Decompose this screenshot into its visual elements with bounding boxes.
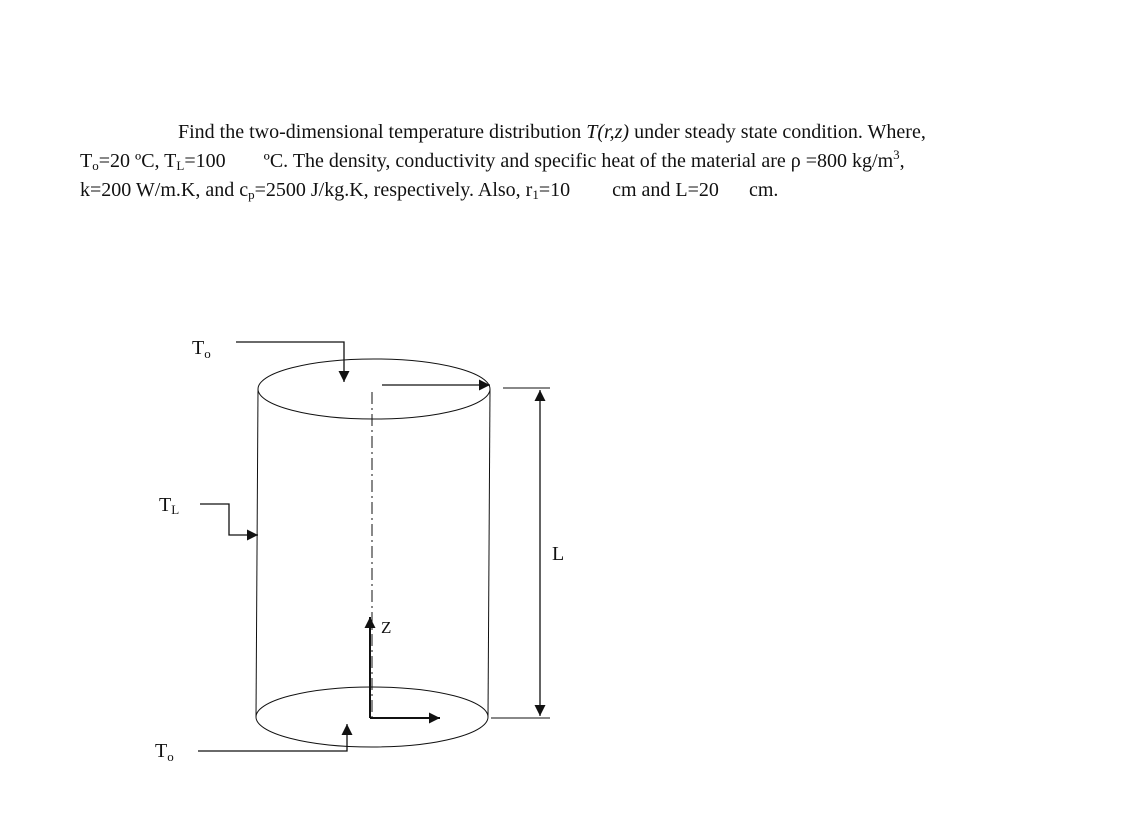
subscript: o <box>92 158 99 173</box>
cylinder-left-edge <box>256 389 258 717</box>
text-segment: T <box>80 150 93 172</box>
subscript: L <box>176 158 185 173</box>
side-bc-subscript: L <box>171 502 180 517</box>
text-segment: =2500 J/kg.K, respectively. Also, r <box>254 179 533 201</box>
text-segment: =20 ºC, T <box>98 150 177 172</box>
side-bc-label <box>159 494 179 517</box>
top-bc-subscript: o <box>204 346 211 361</box>
text-segment: cm. <box>748 179 779 201</box>
bottom-bc-subscript: o <box>167 749 174 764</box>
text-segment: Find the two-dimensional temperature distribution <box>178 121 587 143</box>
top-face-ellipse <box>258 359 490 419</box>
z-axis-label: Z <box>381 618 392 637</box>
superscript: 3 <box>893 147 900 162</box>
bottom-bc-label <box>155 740 174 764</box>
text-segment: ºC. The density, conductivity and specific heat of the material are ρ =800 kg/m <box>263 150 894 172</box>
function-name: T(r,z) <box>586 121 630 143</box>
subscript: 1 <box>532 187 539 202</box>
text-segment: k=200 W/m.K, and c <box>80 179 249 201</box>
bottom-bc-arrow <box>198 724 347 751</box>
length-dimension <box>491 388 550 718</box>
top-bc-arrow <box>236 342 344 382</box>
cylinder <box>256 359 490 747</box>
text-segment: cm and L=20 <box>612 179 719 201</box>
text-segment: under steady state condition. Where, <box>629 121 926 143</box>
top-bc-symbol: T <box>192 337 205 359</box>
side-bc-symbol: T <box>159 494 172 516</box>
cylinder-right-edge <box>488 389 490 717</box>
text-segment: , <box>899 150 905 172</box>
side-bc-arrow <box>200 504 258 535</box>
text-segment: =10 <box>538 179 571 201</box>
length-label: L <box>552 543 565 565</box>
subscript: p <box>248 187 255 202</box>
text-segment: =100 <box>184 150 226 172</box>
bottom-bc-symbol: T <box>155 740 168 762</box>
top-bc-label <box>192 337 211 361</box>
